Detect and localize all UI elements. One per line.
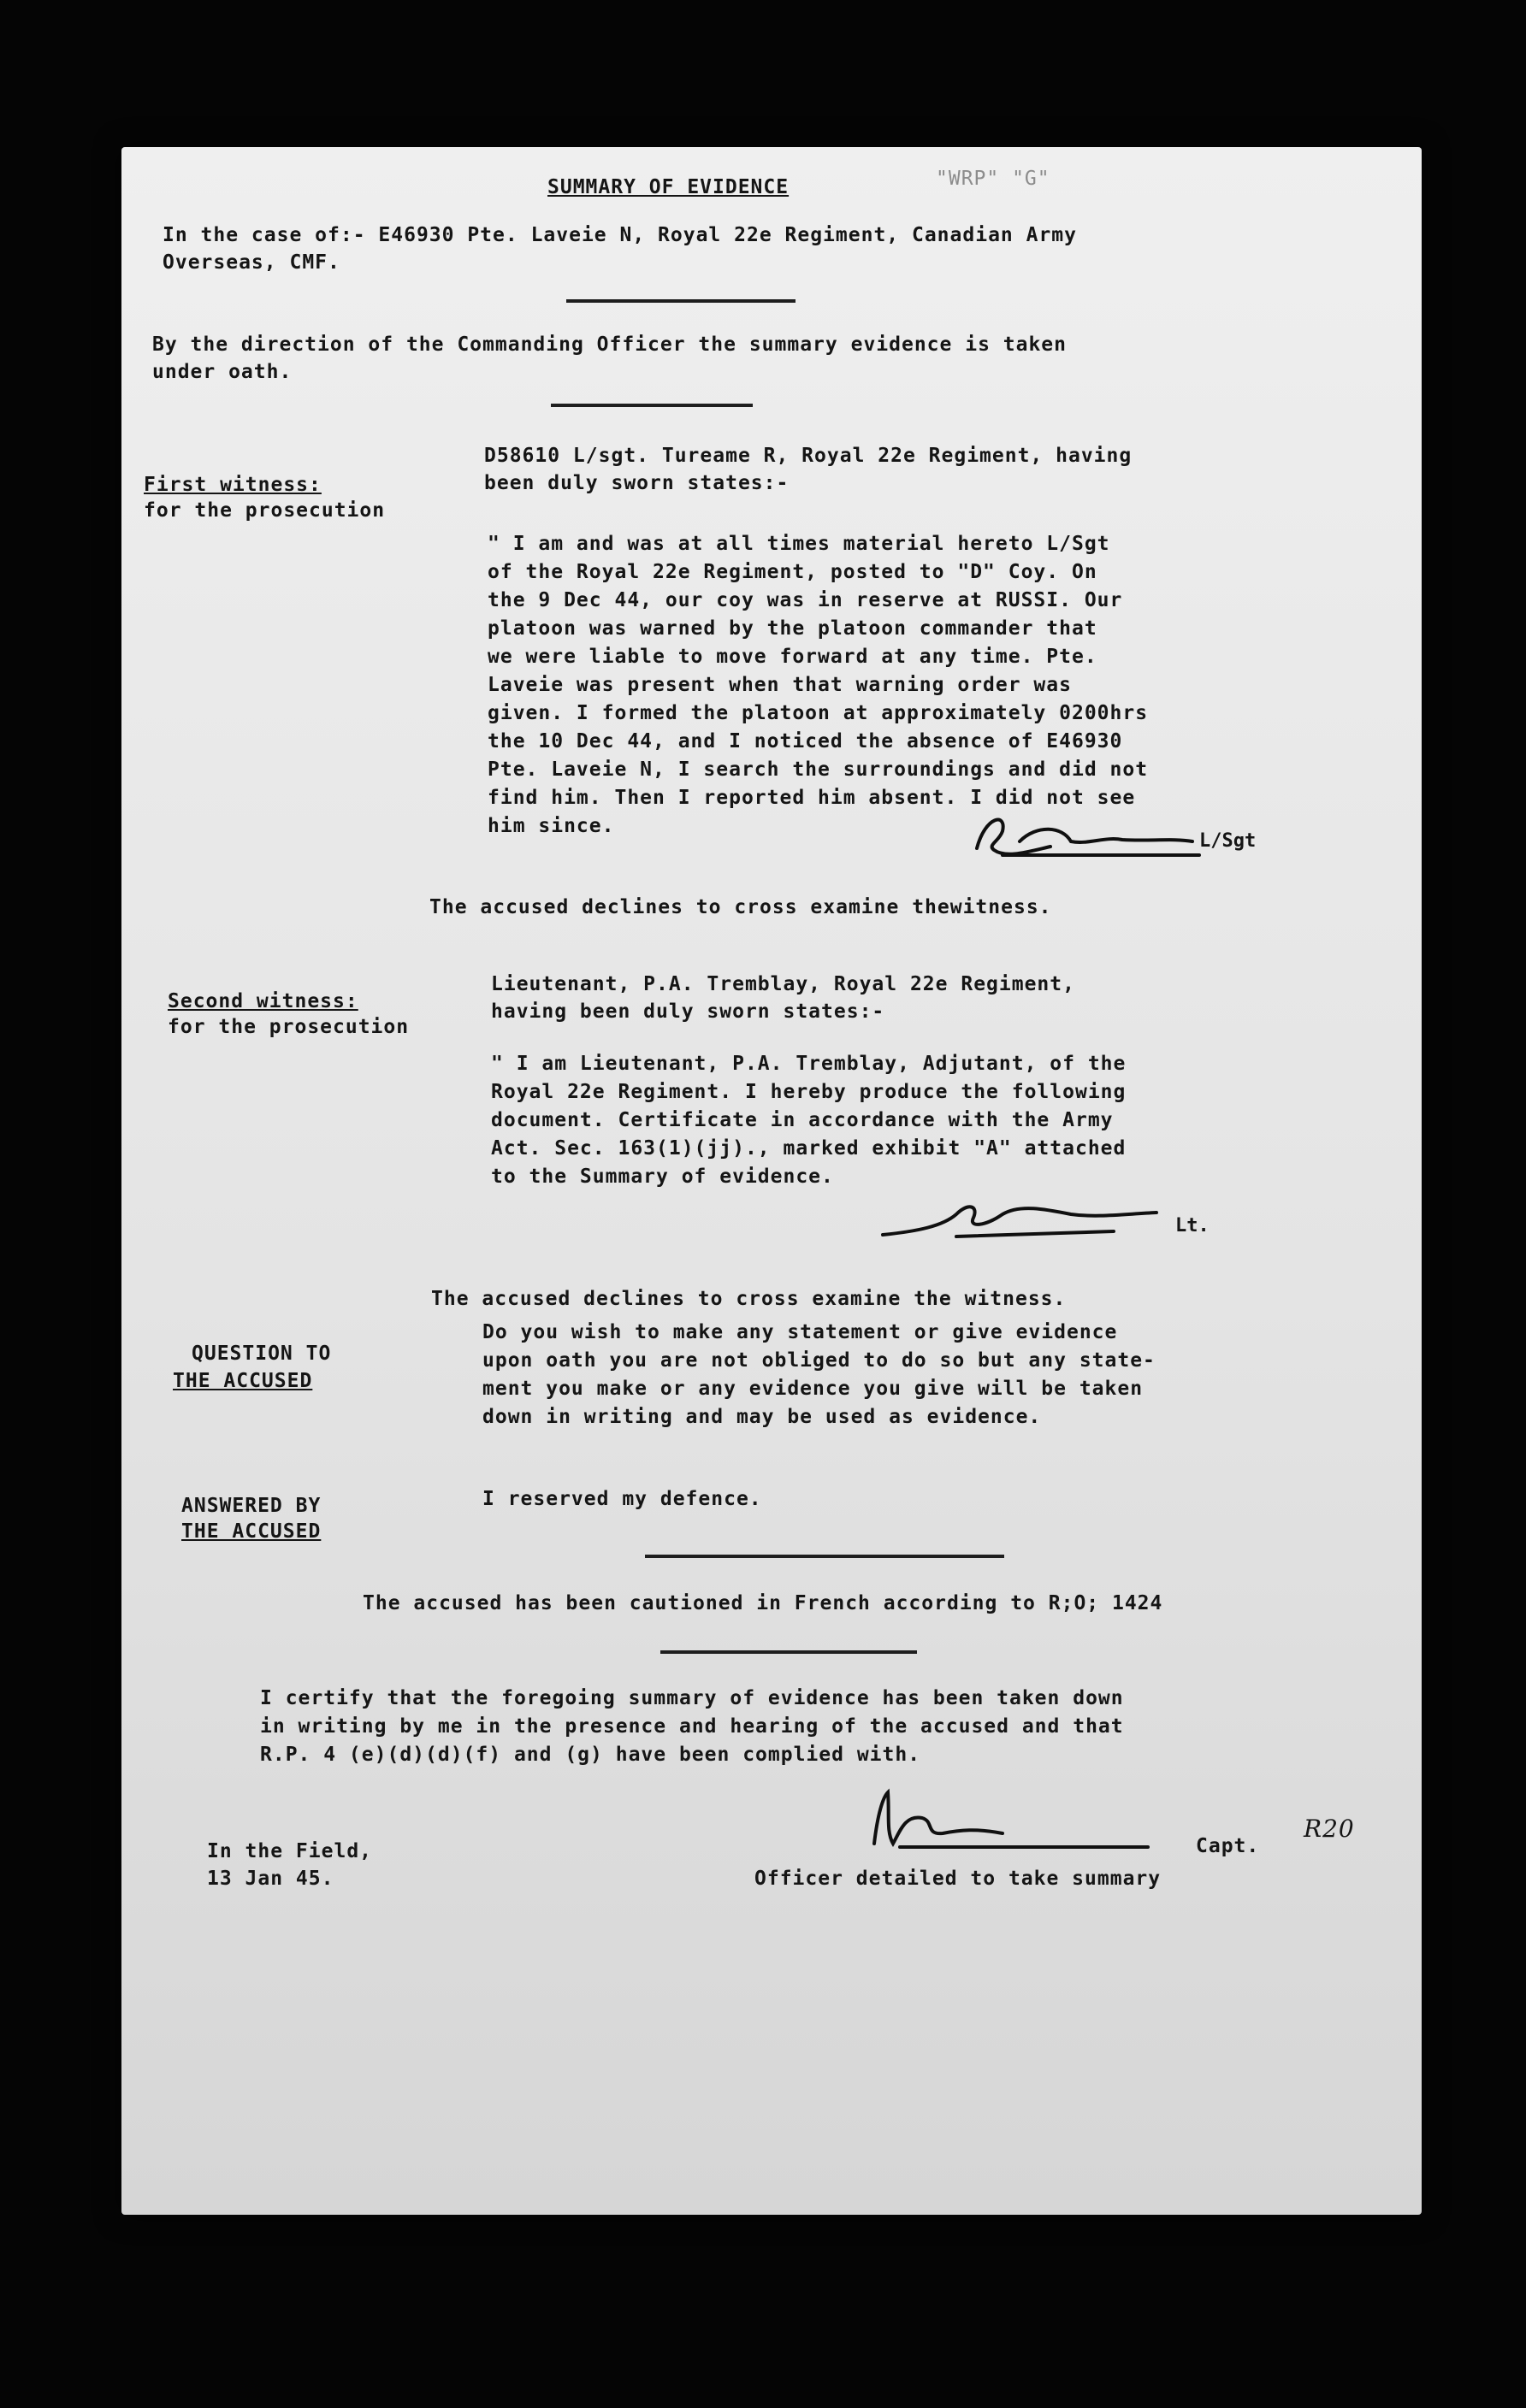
direction-line-2: under oath.	[152, 361, 293, 383]
case-line-1: In the case of:- E46930 Pte. Laveie N, Royal 22e Regiment, Canadian Army	[163, 224, 1077, 246]
question-line: upon oath you are not obliged to do so but any state-	[482, 1349, 1156, 1372]
testimony-line: given. I formed the platoon at approximately 0200hrs	[488, 702, 1149, 724]
testimony-line: Act. Sec. 163(1)(jj)., marked exhibit "A" attached	[491, 1137, 1127, 1160]
date: 13 Jan 45.	[207, 1868, 334, 1890]
second-witness-intro-2: having been duly sworn states:-	[491, 1000, 885, 1023]
testimony-line: document. Certificate in accordance with the Army	[491, 1109, 1114, 1131]
first-witness-intro-1: D58610 L/sgt. Tureame R, Royal 22e Regiment, having	[484, 445, 1133, 467]
testimony-line: " I am Lieutenant, P.A. Tremblay, Adjutant, of the	[491, 1053, 1127, 1075]
testimony-line: find him. Then I reported him absent. I did not see	[488, 787, 1136, 809]
certification-text	[260, 1685, 1124, 1769]
cautioned-statement: The accused has been cautioned in French according to R;O; 1424	[363, 1592, 1163, 1614]
first-witness-role: for the prosecution	[144, 499, 386, 522]
second-witness-intro-1: Lieutenant, P.A. Tremblay, Royal 22e Regiment,	[491, 973, 1075, 995]
divider	[645, 1555, 1004, 1558]
testimony-line: him since.	[488, 815, 615, 837]
officer-title: Officer detailed to take summary	[754, 1868, 1162, 1890]
document-title: SUMMARY OF EVIDENCE	[547, 176, 790, 198]
document-page	[121, 147, 1422, 2215]
question-label-1: QUESTION TO	[192, 1343, 332, 1365]
divider	[551, 404, 753, 407]
certification-line: R.P. 4 (e)(d)(d)(f) and (g) have been complied with.	[260, 1744, 921, 1766]
case-line-2: Overseas, CMF.	[163, 251, 340, 274]
certification-line: I certify that the foregoing summary of evidence has been taken down	[260, 1687, 1124, 1709]
certification-line: in writing by me in the presence and hearing of the accused and that	[260, 1715, 1124, 1738]
first-witness-testimony	[488, 530, 1148, 841]
testimony-line: Pte. Laveie N, I search the surroundings and did not	[488, 758, 1149, 781]
place: In the Field,	[207, 1840, 373, 1862]
divider	[566, 299, 796, 303]
testimony-line: Royal 22e Regiment. I hereby produce the following	[491, 1081, 1127, 1103]
second-witness-signature	[874, 1189, 1233, 1248]
answer-text: I reserved my defence.	[482, 1488, 762, 1510]
margin-note: R20	[1304, 1815, 1355, 1843]
testimony-line: Laveie was present when that warning order was	[488, 674, 1072, 696]
question-label-2: THE ACCUSED	[173, 1370, 313, 1392]
testimony-line: the 10 Dec 44, and I noticed the absence of E46930	[488, 730, 1123, 752]
svg-text:Lt.: Lt.	[1175, 1215, 1210, 1236]
testimony-line: we were liable to move forward at any time. Pte.	[488, 646, 1097, 668]
divider	[660, 1650, 917, 1654]
testimony-line: the 9 Dec 44, our coy was in reserve at RUSSI. Our	[488, 589, 1123, 611]
answer-label-1: ANSWERED BY	[181, 1495, 322, 1517]
testimony-line: platoon was warned by the platoon commander that	[488, 617, 1097, 640]
question-text	[482, 1319, 1156, 1431]
reference-codes: "WRP" "G"	[936, 168, 1050, 190]
first-witness-label: First witness:	[144, 474, 322, 496]
first-witness-intro-2: been duly sworn states:-	[484, 472, 790, 494]
second-witness-testimony	[491, 1050, 1126, 1191]
second-witness-decline: The accused declines to cross examine the witness.	[431, 1288, 1067, 1310]
second-witness-label: Second witness:	[168, 990, 358, 1012]
direction-line-1: By the direction of the Commanding Officer the summary evidence is taken	[152, 333, 1067, 356]
officer-signature	[840, 1780, 1182, 1857]
svg-text:L/Sgt: L/Sgt	[1199, 830, 1257, 852]
question-line: Do you wish to make any statement or give evidence	[482, 1321, 1118, 1343]
question-line: down in writing and may be used as evidence.	[482, 1406, 1042, 1428]
second-witness-role: for the prosecution	[168, 1016, 410, 1038]
first-witness-signature	[968, 807, 1259, 867]
testimony-line: " I am and was at all times material hereto L/Sgt	[488, 533, 1110, 555]
first-witness-decline: The accused declines to cross examine thewitness.	[429, 896, 1052, 918]
question-line: ment you make or any evidence you give will be taken	[482, 1378, 1144, 1400]
testimony-line: of the Royal 22e Regiment, posted to "D" Coy. On	[488, 561, 1097, 583]
officer-rank: Capt.	[1196, 1835, 1260, 1857]
testimony-line: to the Summary of evidence.	[491, 1166, 834, 1188]
answer-label-2: THE ACCUSED	[181, 1520, 322, 1543]
